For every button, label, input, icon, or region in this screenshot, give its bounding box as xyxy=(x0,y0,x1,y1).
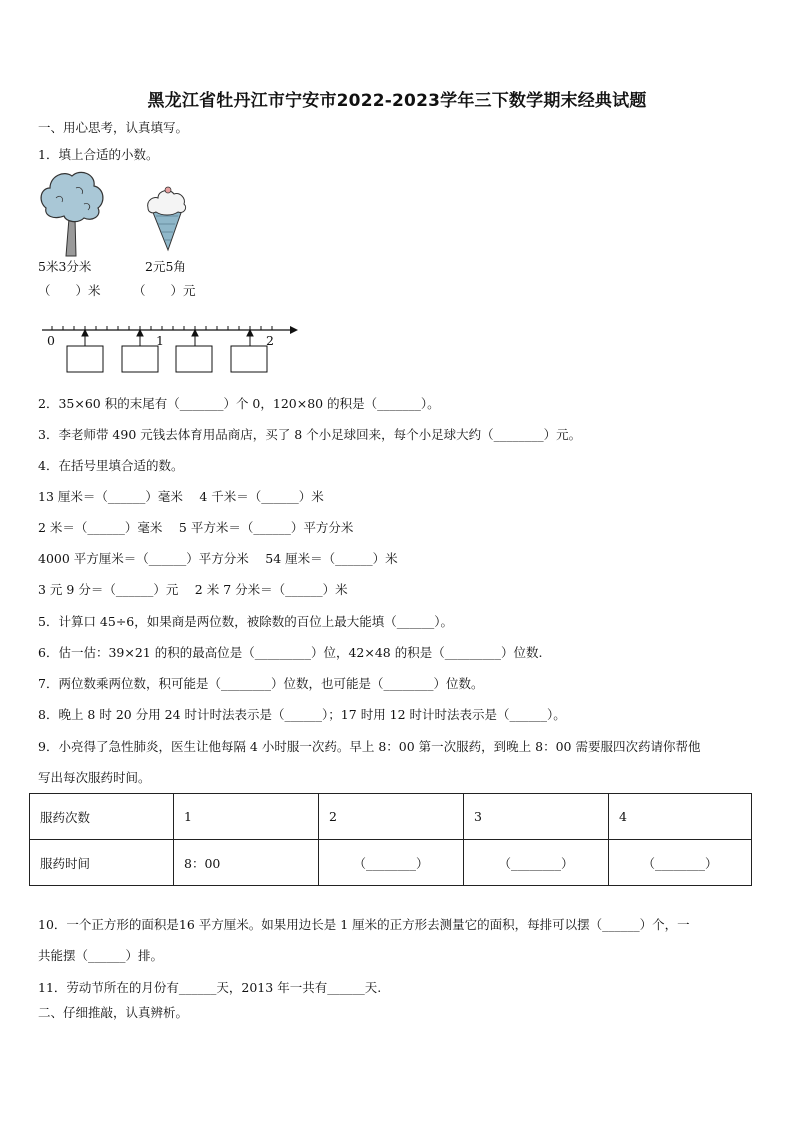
question-4-line: 4000 平方厘米＝（______）平方分米 54 厘米＝（______）米 xyxy=(38,551,398,566)
section-heading-2: 二、仔细推敲，认真辨析。 xyxy=(38,1005,189,1020)
ruler-label-1: 1 xyxy=(156,333,164,348)
table-row xyxy=(30,840,752,886)
question-9: 9．小亮得了急性肺炎，医生让他每隔 4 小时服一次药。早上 8：00 第一次服药，到晚上 8：00 需要服四次药请你帮他 xyxy=(38,739,701,754)
question-4-line: 2 米＝（______）毫米 5 平方米＝（______）平方分米 xyxy=(38,520,354,535)
section-heading-1: 一、用心思考，认真填写。 xyxy=(38,120,189,135)
number-line xyxy=(38,318,298,374)
tree-icon xyxy=(36,168,108,258)
ruler-label-0: 0 xyxy=(47,333,55,348)
question-10-cont: 共能摆（______）排。 xyxy=(38,948,164,963)
question-11: 11．劳动节所在的月份有______天，2013 年一共有______天. xyxy=(38,980,382,995)
table-cell: 8：00 xyxy=(174,840,319,886)
question-5: 5．计算口 45÷6，如果商是两位数，被除数的百位上最大能填（______）。 xyxy=(38,614,454,629)
tree-label: 5米3分米 xyxy=(38,259,92,274)
number-line-box[interactable] xyxy=(176,346,212,372)
table-cell: 2 xyxy=(319,794,464,840)
number-line-box[interactable] xyxy=(67,346,103,372)
ice-cream-label: 2元5角 xyxy=(145,259,186,274)
question-9-cont: 写出每次服药时间。 xyxy=(38,770,151,785)
question-4-line: 3 元 9 分＝（______）元 2 米 7 分米＝（______）米 xyxy=(38,582,348,597)
ice-cream-icon xyxy=(144,186,190,252)
answer-blank[interactable]: （________） xyxy=(464,840,609,886)
ice-cream-answer-blank[interactable]: （ ）元 xyxy=(133,283,196,298)
table-cell: 3 xyxy=(464,794,609,840)
answer-blank[interactable]: （________） xyxy=(609,840,752,886)
table-cell: 4 xyxy=(609,794,752,840)
tree-answer-blank[interactable]: （ ）米 xyxy=(38,283,101,298)
table-cell: 1 xyxy=(174,794,319,840)
question-4: 4．在括号里填合适的数。 xyxy=(38,458,184,473)
question-1: 1．填上合适的小数。 xyxy=(38,147,159,162)
question-10: 10．一个正方形的面积是16 平方厘米。如果用边长是 1 厘米的正方形去测量它的面积，每排可以摆（______）个，一 xyxy=(38,917,690,932)
question-2: 2．35×60 积的末尾有（_______）个 0，120×80 的积是（_______）。 xyxy=(38,396,440,411)
question-3: 3．李老师带 490 元钱去体育用品商店，买了 8 个小足球回来，每个小足球大约（________）元。 xyxy=(38,427,582,442)
answer-blank[interactable]: （________） xyxy=(319,840,464,886)
question-7: 7．两位数乘两位数，积可能是（________）位数，也可能是（________）位数。 xyxy=(38,676,484,691)
table-cell: 服药次数 xyxy=(30,794,174,840)
medicine-table xyxy=(29,793,752,886)
question-4-line: 13 厘米＝（______）毫米 4 千米＝（______）米 xyxy=(38,489,324,504)
table-row xyxy=(30,794,752,840)
question-6: 6．估一估：39×21 的积的最高位是（_________）位，42×48 的积是（_________）位数. xyxy=(38,645,543,660)
table-cell: 服药时间 xyxy=(30,840,174,886)
page-title: 黑龙江省牡丹江市宁安市2022-2023学年三下数学期末经典试题 xyxy=(147,91,647,111)
number-line-box[interactable] xyxy=(122,346,158,372)
ruler-label-2: 2 xyxy=(266,333,274,348)
number-line-box[interactable] xyxy=(231,346,267,372)
question-8: 8．晚上 8 时 20 分用 24 时计时法表示是（______）；17 时用 12 时计时法表示是（______）。 xyxy=(38,707,566,722)
